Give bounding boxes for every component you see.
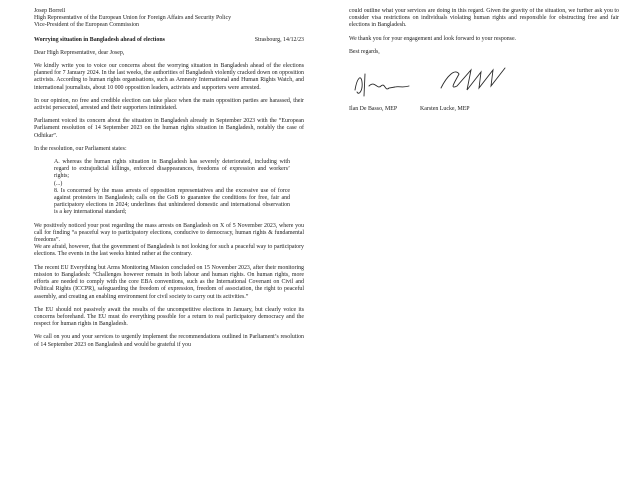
signatory-1: Ilan De Basso, MEP: [349, 106, 398, 113]
signatory-names: [349, 106, 619, 113]
quote-item-a: A. whereas the human rights situation in Bangladesh has severely deteriorated, including with regard to extrajudicial killings, enforced disappearances, freedoms of expression and workers’ rights;: [54, 159, 290, 180]
paragraph: We call on you and your services to urgently implement the recommendations outlined in Parliament’s resolution of 14 September 2023 on Bangladesh and would be grateful if you: [34, 334, 304, 348]
place-date: Strasbourg, 14/12/23: [254, 36, 304, 43]
signatory-2: Karsten Lucke, MEP: [420, 106, 470, 113]
signatures: [349, 66, 619, 106]
left-column: [34, 8, 304, 474]
right-column: [349, 8, 619, 208]
subject-row: [34, 37, 304, 44]
paragraph: Parliament voiced its concern about the situation in Bangladesh already in September 2023 with the “European Parliament resolution of 14 September 2023 on the human rights situation in Bangladesh, notably the case of Odhikar”.: [34, 118, 304, 139]
paragraph: In our opinion, no free and credible election can take place when the main opposition parties are harassed, their activist persecuted, arrested and their supporters intimidated.: [34, 97, 304, 112]
recipient-title-2: Vice-President of the European Commission: [34, 22, 140, 29]
paragraph: We kindly write you to voice our concerns about the worrying situation in Bangladesh ahead of the elections planned for 7 January 2024. In the last weeks, the authorities of Bangladesh violently cracked down on opposition activists. According to human rights organisations, such as Amnesty International and Human Rights Watch, and international journalists, about 10 000 opposition leaders, activists and supporters were arrested.: [34, 63, 304, 91]
paragraph: We thank you for your engagement and look forward to your response.: [349, 35, 517, 42]
quote-ellipsis: (...): [54, 180, 63, 187]
paragraph: could outline what your services are doing in this regard. Given the gravity of the situation, we further ask you to consider visa restrictions on individuals violating human rights and responsible for obstructing free and fair elections in Bangladesh.: [349, 8, 619, 29]
paragraph: The recent EU Everything but Arms Monitoring Mission concluded on 15 November 2023, after their monitoring mission to Bangladesh: “Challenges however remain in both labour and human rights. On human rights, more efforts are needed to comply with the core EBA conventions, such as the International Covenant on Civil and Political Rights (ICCPR), safeguarding the freedom of expression, freedom of association, the right to peaceful assembly, and creating an enabling environment for civil society to carry out its activities.”: [34, 264, 304, 300]
signature-2-icon: [437, 64, 517, 96]
recipient-name: Josep Borrell: [34, 8, 66, 14]
paragraph: We positively noticed your post regarding the mass arrests on Bangladesh on X of 5 November 2023, where you call for finding “a peaceful way to participatory elections, conducive to democracy, human rights & fundamental freedoms”.: [34, 222, 304, 244]
recipient-block: [34, 8, 304, 30]
paragraph: The EU should not passively await the results of the uncompetitive elections in January, but clearly voice its concerns beforehand. The EU must do everything possible for a return to real participatory democracy and the respect for human rights in Bangladesh.: [34, 306, 304, 328]
resolution-quote: [54, 159, 290, 217]
paragraph: We are afraid, however, that the government of Bangladesh is not looking for such a peaceful way to participatory elections. The events in the last weeks hinted rather at the contrary.: [34, 244, 304, 258]
closing: Best regards,: [349, 48, 380, 55]
recipient-title-1: High Representative of the European Union for Foreign Affairs and Security Policy: [34, 15, 232, 22]
paragraph: In the resolution, our Parliament states:: [34, 145, 127, 152]
quote-item-8: 8. Is concerned by the mass arrests of opposition representatives and the excessive use of force against protesters in Bangladesh; calls on the GoB to guarantee the conditions for free, fair and participatory elections in 2024; underlines that unhindered domestic and international observation is a key international standard;: [54, 187, 290, 216]
letter-subject: Worrying situation in Bangladesh ahead of elections: [34, 36, 165, 43]
salutation: Dear High Representative, dear Josep,: [34, 49, 125, 56]
signature-1-icon: [351, 68, 421, 100]
